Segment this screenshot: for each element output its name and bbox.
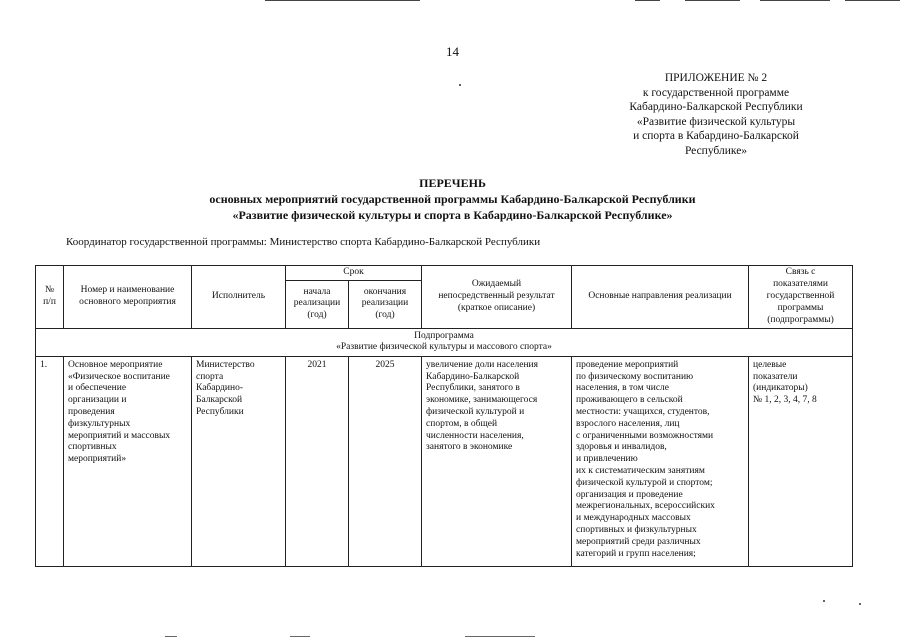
document-title <box>0 175 905 223</box>
title-line: ПЕРЕЧЕНЬ <box>419 176 486 190</box>
cell-directions: проведение мероприятий по физическому воспитанию населения, в том числе проживающего в сельской местности: учащихся, студентов, взрослого населения, лиц с ограниченными возможностями здоровья и инвалидов, и привлечению их к систематическим занятиям физической культурой и спортом; организация и проведение межрегиональных, всероссийских и международных массовых спортивных и физкультурных мероприятий среди различных категорий и групп населения; <box>572 356 749 566</box>
cell-name: Основное мероприятие «Физическое воспитание и обеспечение организации и проведения физкультурных мероприятий и массовых спортивных мероприятий» <box>64 356 192 566</box>
header-num: № п/п <box>36 266 64 329</box>
title-line: «Развитие физической культуры и спорта в Кабардино-Балкарской Республике» <box>232 208 673 222</box>
subprogram-row: Подпрограмма «Развитие физической культуры и массового спорта» <box>36 328 853 356</box>
header-executor: Исполнитель <box>192 266 286 329</box>
header-end: окончания реализации (год) <box>349 280 422 328</box>
measures-table <box>35 265 853 567</box>
cell-start: 2021 <box>286 356 349 566</box>
scan-line <box>265 0 420 1</box>
scan-speck <box>823 600 825 602</box>
cell-num: 1. <box>36 356 64 566</box>
coordinator-text: Координатор государственной программы: Министерство спорта Кабардино-Балкарской Республики <box>66 236 541 248</box>
appendix-line: и спорта в Кабардино-Балкарской <box>633 130 799 142</box>
scan-speck <box>459 84 461 86</box>
scan-line <box>165 636 177 637</box>
header-term: Срок <box>286 266 422 281</box>
scan-line <box>635 0 660 1</box>
scan-speck <box>859 603 861 605</box>
header-name: Номер и наименование основного мероприятия <box>64 266 192 329</box>
page-number: 14 <box>446 44 459 59</box>
scan-line <box>465 636 535 637</box>
scan-line <box>760 0 830 1</box>
scan-line <box>685 0 740 1</box>
appendix-line: ПРИЛОЖЕНИЕ № 2 <box>664 72 768 84</box>
appendix-line: Республике» <box>684 144 748 157</box>
cell-result: увеличение доли населения Кабардино-Балкарской Республики, занятого в экономике, занимающегося физической культурой и спортом, в общей численности населения, занятого в экономике <box>422 356 572 566</box>
header-start: начала реализации (год) <box>286 280 349 328</box>
cell-executor: Министерство спорта Кабардино- Балкарской Республики <box>192 356 286 566</box>
table-row <box>36 356 853 566</box>
appendix-header <box>596 71 836 158</box>
header-directions: Основные направления реализации <box>572 266 749 329</box>
cell-end: 2025 <box>349 356 422 566</box>
cell-link: целевые показатели (индикаторы) № 1, 2, 3, 4, 7, 8 <box>749 356 853 566</box>
appendix-line: Кабардино-Балкарской Республики <box>629 101 803 113</box>
appendix-line: к государственной программе <box>642 86 790 99</box>
scan-line <box>290 636 310 637</box>
header-result: Ожидаемый непосредственный результат (краткое описание) <box>422 266 572 329</box>
scan-line <box>845 0 900 1</box>
title-line: основных мероприятий государственной программы Кабардино-Балкарской Республики <box>209 192 696 206</box>
header-link: Связь с показателями государственной программы (подпрограммы) <box>749 266 853 329</box>
appendix-line: «Развитие физической культуры <box>636 115 796 128</box>
